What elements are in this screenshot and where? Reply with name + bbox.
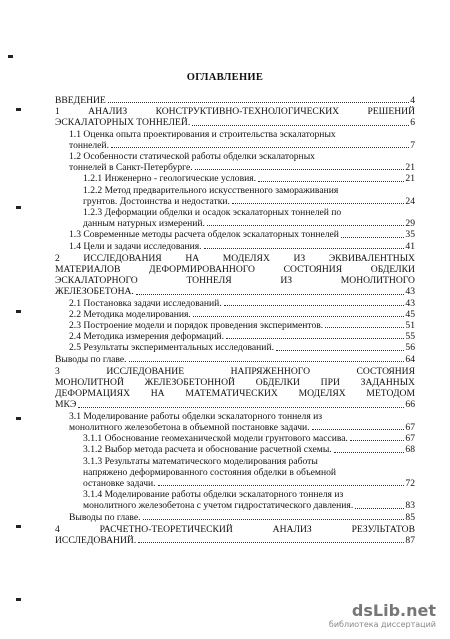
watermark-logo: dsLib.net bbox=[351, 601, 436, 620]
toc-page-number: 45 bbox=[405, 308, 415, 320]
toc-entry-row bbox=[69, 342, 415, 353]
scan-mark bbox=[8, 55, 13, 58]
dot-leader bbox=[355, 508, 404, 509]
dot-leader bbox=[224, 305, 405, 306]
toc-entry-intro bbox=[55, 95, 415, 106]
toc-page-number: 43 bbox=[405, 286, 415, 298]
toc-entry-row bbox=[83, 500, 415, 511]
dot-leader bbox=[232, 203, 405, 204]
toc-entry-ch1 bbox=[55, 106, 415, 128]
table-of-contents bbox=[55, 95, 415, 546]
dot-leader bbox=[129, 361, 405, 362]
dot-leader bbox=[143, 519, 405, 520]
toc-entry-s2-4 bbox=[55, 331, 415, 342]
toc-entry-s1-3 bbox=[55, 229, 415, 240]
toc-entry-text: 3.1.1 Обоснование геомеханической модели грунтового массива. bbox=[83, 433, 348, 445]
toc-entry-row bbox=[69, 422, 415, 433]
toc-entry-row bbox=[83, 196, 415, 207]
toc-entry-text: 4 РАСЧЕТНО-ТЕОРЕТИЧЕСКИЙ АНАЛИЗ РЕЗУЛЬТАТОВ bbox=[55, 523, 415, 535]
toc-entry-text: 1.2.3 Деформации обделки и осадок эскалаторных тоннелей по bbox=[83, 207, 342, 219]
toc-page-number: 6 bbox=[410, 117, 415, 129]
toc-entry-text: ДЕФОРМАЦИЯХ НА МАТЕМАТИЧЕСКИХ МОДЕЛЯХ МЕТОДОМ bbox=[55, 388, 415, 400]
toc-entry-ch2 bbox=[55, 253, 415, 298]
toc-page-number: 41 bbox=[405, 240, 415, 252]
toc-entry-text: 2 ИССЛЕДОВАНИЯ НА МОДЕЛЯХ ИЗ ЭКВИВАЛЕНТНЫХ bbox=[55, 252, 415, 264]
toc-entry-row bbox=[55, 95, 415, 106]
toc-entry-text: грунтов. Достоинства и недостатки. bbox=[83, 195, 230, 207]
toc-page-number: 67 bbox=[405, 433, 415, 445]
dot-leader bbox=[204, 248, 405, 249]
scan-mark bbox=[16, 525, 21, 528]
toc-entry-text: тоннелей. bbox=[69, 139, 109, 151]
scan-mark bbox=[16, 310, 21, 313]
toc-entry-text: 1.1 Оценка опыта проектирования и строительства эскалаторных bbox=[69, 128, 336, 140]
toc-entry-row bbox=[69, 331, 415, 342]
toc-entry-text: 3.1 Моделирование работы обделки эскалаторного тоннеля из bbox=[69, 410, 323, 422]
toc-entry-s3-1-2 bbox=[55, 444, 415, 455]
dot-leader bbox=[325, 327, 404, 328]
dot-leader bbox=[193, 316, 405, 317]
toc-entry-row bbox=[69, 229, 415, 240]
toc-entry-ch3 bbox=[55, 366, 415, 411]
toc-entry-s1-2-1 bbox=[55, 173, 415, 184]
toc-entry-s2-2 bbox=[55, 309, 415, 320]
dot-leader bbox=[226, 338, 404, 339]
dot-leader bbox=[136, 294, 405, 295]
toc-entry-s3-1-1 bbox=[55, 433, 415, 444]
dot-leader bbox=[195, 169, 405, 170]
toc-entry-s3-1 bbox=[55, 411, 415, 433]
toc-entry-text: 1.2.1 Инженерно - геологические условия. bbox=[83, 173, 257, 185]
toc-entry-text: 3.1.4 Моделирование работы обделки эскалаторного тоннеля из bbox=[83, 489, 344, 501]
scan-mark bbox=[16, 108, 21, 111]
toc-entry-text: ВВЕДЕНИЕ bbox=[55, 95, 106, 106]
toc-entry-row bbox=[55, 535, 415, 546]
toc-page-number: 72 bbox=[405, 477, 415, 489]
toc-entry-s2-1 bbox=[55, 298, 415, 309]
toc-page-number: 83 bbox=[405, 500, 415, 512]
toc-entry-text: остановке задачи. bbox=[83, 477, 156, 489]
toc-entry-row bbox=[69, 320, 415, 331]
toc-entry-text: монолитного железобетона с учетом гидростатического давления. bbox=[83, 500, 354, 512]
dot-leader bbox=[334, 452, 405, 453]
toc-page-number: 68 bbox=[405, 444, 415, 456]
toc-page-number: 56 bbox=[405, 342, 415, 354]
toc-entry-s2-5 bbox=[55, 342, 415, 353]
dot-leader bbox=[111, 147, 409, 148]
scan-mark bbox=[16, 206, 21, 209]
dot-leader bbox=[158, 485, 405, 486]
toc-entry-text: МКЭ bbox=[55, 399, 77, 411]
toc-page-number: 51 bbox=[405, 320, 415, 332]
toc-entry-s1-1 bbox=[55, 129, 415, 151]
scan-mark bbox=[16, 598, 21, 601]
toc-entry-text: 3.1.3 Результаты математического моделирования работы bbox=[83, 455, 318, 467]
toc-entry-text: Выводы по главе. bbox=[69, 511, 141, 523]
toc-entry-row bbox=[55, 354, 415, 365]
toc-entry-text: МАТЕРИАЛОВ ДЕФОРМИРОВАННОГО СОСТОЯНИЯ ОБДЕЛКИ bbox=[55, 264, 415, 276]
toc-page-number: 87 bbox=[405, 534, 415, 546]
toc-entry-text: данным натурных измерений. bbox=[83, 218, 205, 230]
toc-page-number: 55 bbox=[405, 331, 415, 343]
toc-entry-text: МОНОЛИТНОЙ ЖЕЛЕЗОБЕТОННОЙ ОБДЕЛКИ ПРИ ЗАДАННЫХ bbox=[55, 377, 415, 389]
toc-entry-row bbox=[69, 140, 415, 151]
toc-entry-text: напряжено деформированного состояния обделки в объемной bbox=[83, 466, 337, 478]
toc-entry-c3-end bbox=[55, 512, 415, 523]
toc-page-number: 35 bbox=[405, 229, 415, 241]
toc-entry-s1-2 bbox=[55, 151, 415, 173]
toc-entry-text: 2.4 Методика измерения деформаций. bbox=[69, 331, 225, 343]
toc-entry-s1-2-3 bbox=[55, 207, 415, 229]
toc-entry-row bbox=[69, 298, 415, 309]
toc-entry-row bbox=[55, 117, 415, 128]
toc-entry-text: ЭСКАЛАТОРНОГО ТОННЕЛЯ ИЗ МОНОЛИТНОГО bbox=[55, 275, 415, 287]
toc-entry-text: ЖЕЛЕЗОБЕТОНА. bbox=[55, 286, 134, 298]
toc-entry-text: 1.2 Особенности статической работы обделки эскалаторных bbox=[69, 151, 315, 163]
dot-leader bbox=[78, 407, 404, 408]
toc-entry-ch4 bbox=[55, 524, 415, 546]
toc-entry-row bbox=[55, 286, 415, 297]
toc-page-number: 43 bbox=[405, 297, 415, 309]
toc-entry-row bbox=[83, 444, 415, 455]
dot-leader bbox=[108, 102, 409, 103]
dot-leader bbox=[276, 350, 404, 351]
toc-entry-s1-4 bbox=[55, 241, 415, 252]
toc-page-number: 66 bbox=[405, 399, 415, 411]
toc-entry-c2-end bbox=[55, 354, 415, 365]
toc-entry-text: Выводы по главе. bbox=[55, 353, 127, 365]
toc-entry-row bbox=[69, 512, 415, 523]
toc-entry-text: 1.3 Современные методы расчета обделок эскалаторных тоннелей bbox=[69, 229, 339, 241]
toc-entry-row bbox=[83, 478, 415, 489]
toc-page-number: 64 bbox=[405, 353, 415, 365]
toc-entry-text: 3.1.2 Выбор метода расчета и обоснование расчетной схемы. bbox=[83, 444, 332, 456]
toc-entry-row bbox=[83, 218, 415, 229]
toc-entry-row bbox=[69, 162, 415, 173]
toc-entry-text: 3 ИССЛЕДОВАНИЕ НАПРЯЖЕННОГО СОСТОЯНИЯ bbox=[55, 365, 415, 377]
toc-page-number: 4 bbox=[410, 95, 415, 106]
dot-leader bbox=[207, 225, 405, 226]
toc-page-number: 7 bbox=[410, 139, 415, 151]
watermark-tagline: библиотека диссертаций bbox=[328, 620, 436, 629]
toc-entry-s3-1-4 bbox=[55, 489, 415, 511]
toc-entry-s2-3 bbox=[55, 320, 415, 331]
scan-mark bbox=[16, 417, 21, 420]
toc-entry-text: 2.1 Постановка задачи исследований. bbox=[69, 297, 222, 309]
toc-entry-s3-1-3 bbox=[55, 456, 415, 490]
dot-leader bbox=[341, 237, 404, 238]
watermark bbox=[329, 601, 436, 629]
toc-entry-text: 1.2.2 Метод предварительного искусственного замораживания bbox=[83, 184, 339, 196]
toc-page-number: 24 bbox=[405, 195, 415, 207]
toc-entry-text: ЭСКАЛАТОРНЫХ ТОННЕЛЕЙ. bbox=[55, 117, 191, 129]
toc-entry-text: 2.3 Построение модели и порядок проведения экспериментов. bbox=[69, 320, 324, 332]
toc-page-number: 21 bbox=[405, 162, 415, 174]
toc-entry-text: 1 АНАЛИЗ КОНСТРУКТИВНО-ТЕХНОЛОГИЧЕСКИХ РЕШЕНИЙ bbox=[55, 106, 415, 118]
toc-entry-row bbox=[55, 399, 415, 410]
toc-page-number: 67 bbox=[405, 421, 415, 433]
dot-leader bbox=[312, 429, 405, 430]
toc-entry-s1-2-2 bbox=[55, 185, 415, 207]
dot-leader bbox=[138, 542, 404, 543]
toc-page-number: 29 bbox=[405, 218, 415, 230]
toc-entry-text: 2.2 Методика моделирования. bbox=[69, 308, 191, 320]
toc-entry-text: 2.5 Результаты экспериментальных исследований. bbox=[69, 342, 274, 354]
toc-entry-text: тоннелей в Санкт-Петербурге. bbox=[69, 162, 193, 174]
toc-page-number: 21 bbox=[405, 173, 415, 185]
toc-entry-row bbox=[83, 173, 415, 184]
toc-entry-row bbox=[83, 433, 415, 444]
toc-page-number: 85 bbox=[405, 511, 415, 523]
toc-entry-text: 1.4 Цели и задачи исследования. bbox=[69, 240, 202, 252]
toc-entry-text: монолитного железобетона в объемной постановке задачи. bbox=[69, 421, 310, 433]
toc-entry-row bbox=[69, 309, 415, 320]
toc-entry-text: ИССЛЕДОВАНИЙ. bbox=[55, 534, 137, 546]
toc-entry-row bbox=[69, 241, 415, 252]
dot-leader bbox=[258, 181, 404, 182]
dot-leader bbox=[192, 125, 409, 126]
dot-leader bbox=[350, 440, 404, 441]
toc-heading: ОГЛАВЛЕНИЕ bbox=[186, 72, 264, 83]
